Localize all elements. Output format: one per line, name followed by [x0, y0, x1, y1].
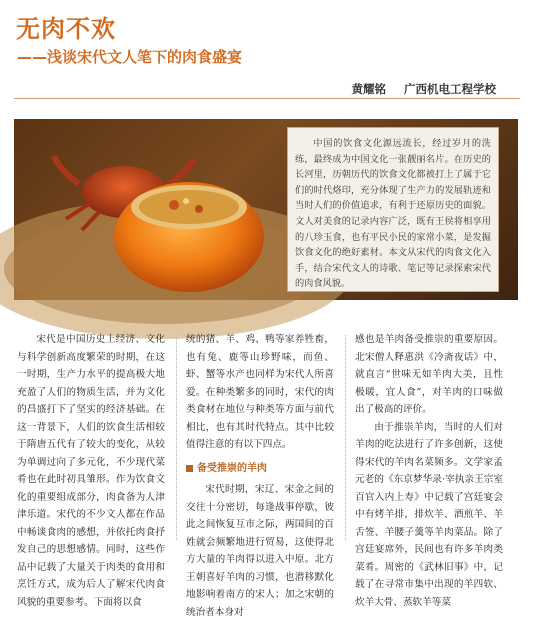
header-rule: [14, 98, 520, 99]
paragraph: 感也是羊肉备受推崇的重要原因。北宋僧人释惠洪《冷斋夜话》中，就直言“世味无如羊肉大美，且性极暖，宜人食”，对羊肉的口味做出了极高的评价。: [355, 334, 503, 415]
paragraph: 统的猪、羊、鸡、鸭等家养牲畜，也有兔、鹿等山珍野味，而鱼、虾、蟹等水产也同样为宋代人所喜爱。在种类繁多的同时，宋代的肉类食材在地位与种类等方面与前代相比，也有其时代特点。其中比较值得注意的有以下四点。: [186, 334, 334, 450]
stuffed-orange: [114, 182, 264, 292]
paragraph: 宋代时期，宋辽、宋金之间的交往十分密切，每逢战事停歇，彼此之间恢复互市之际，两国间的百姓就会频繁地进行贸易，这使得北方大量的羊肉得以进入中原。北方王朝喜好羊肉的习惯，也潜移默化地影响着南方的宋人；加之宋朝的统治者本身对: [186, 484, 334, 618]
page-subtitle: ——浅谈宋代文人笔下的肉食盛宴: [17, 48, 243, 66]
section-heading-label: 备受推崇的羊肉: [197, 462, 267, 474]
paragraph: 宋代是中国历史上经济、文化与科学创新高度繁荣的时期，在这一时期，生产力水平的提高极大地充盈了人们的物质生活，并为文化的昌盛打下了坚实的经济基础。在这一背景下，人们的饮食生活相较于隋唐五代有了较大的变化，从较为单调过向了多元化，不少现代菜肴也在此时初具雏形。作为饮食文化的重要组成部分，肉食备为人津津乐道。宋代的不少文人都在作品中畅谈食肉的感想，并依托肉食抒发自己的思想感情。同时，这些作品中记载了大量关于肉类的食用和烹饪方式，成为后人了解宋代肉食风貌的重要参考。下面将以食: [17, 334, 165, 608]
page-title: 无肉不欢: [16, 15, 116, 43]
square-bullet-icon: [186, 465, 193, 472]
paragraph: 由于推崇羊肉，当时的人们对羊肉的吃法进行了许多创新，这使得宋代的羊肉名菜频多。文学家孟元老的《东京梦华录·宰执亲王宗室百官入内上寿》中记载了宫廷宴会中有烤羊排，排炊羊、酒煎羊、羊舌签、羊腰子羹等羊肉菜品。除了宫廷宴席外，民间也有许多羊肉类菜肴。周密的《武林旧事》中，记载了在寻常市集中出现的羊四软、炊羊大骨、蒸软羊等菜: [355, 421, 503, 608]
body-column-1: [17, 331, 165, 608]
column-divider: [176, 335, 177, 540]
author-name: 黄耀铭: [351, 82, 386, 96]
section-heading: [186, 460, 334, 478]
column-divider: [345, 335, 346, 540]
abstract-box: 中国的饮食文化源远流长，经过岁月的洗练，最终成为中国文化一张靓丽名片。在历史的长河里，历朝历代的饮食文化都被打上了属于它们的时代烙印，充分体现了生产力的发展轨迹和当时人们的价值追求，有利于还原历史的面貌。文人对美食的记录内容广泛，既有王侯将相享用的八珍玉食，也有平民小民的家常小菜，是发掘饮食文化的绝好素材。本文从宋代的肉食文化入手，结合宋代文人的诗歌、笔记等记录探索宋代的肉食风貌。: [287, 127, 499, 292]
byline: [351, 81, 496, 97]
body-column-2: [186, 331, 334, 618]
author-affiliation: 广西机电工程学校: [404, 82, 496, 96]
body-column-3: [355, 331, 503, 608]
